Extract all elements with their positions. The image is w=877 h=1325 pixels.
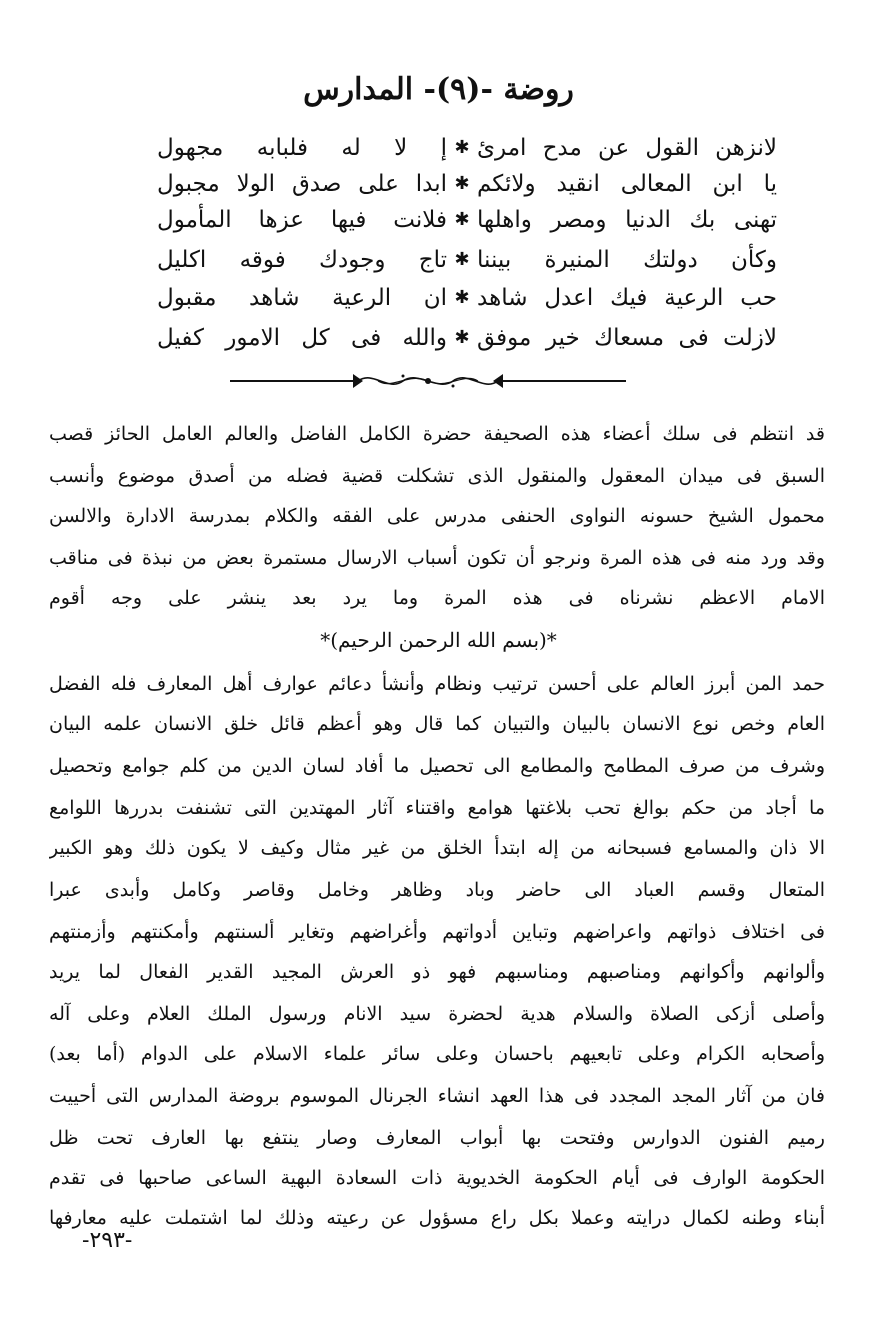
text-line: السبق فى ميدان المعقول والمنقول الذى تشكلت قضية فضله من أصدق موضوع وأنسب: [49, 465, 825, 487]
text-line: الامام الاعظم نشرناه فى هذه المرة وما يرد بعد ينشر على وجه أقوم: [49, 587, 825, 609]
poem-verse: [157, 320, 777, 356]
text-line: محمول الشيخ حسونه النواوى الحنفى مدرس على الفقه والكلام بمدرسة الادارة والالسن: [49, 505, 825, 527]
verse-separator-star: ✱: [454, 287, 470, 308]
verse-second-hemistich: إ لا له فلبابه مجهول: [157, 135, 447, 161]
text-line: وقد ورد منه فى هذه المرة ونرجو أن تكون أسباب الارسال مستمرة بعض من نبذة فى مناقب: [49, 547, 825, 569]
page-title: روضة -(٩)- المدارس: [303, 72, 574, 107]
text-line: وشرف من صرف المطامح والمطامع الى تحصيل ما أفاد لسان الدين من كلم جوامع وتحصيل: [49, 755, 825, 777]
verse-second-hemistich: ابدا على صدق الولا مجبول: [157, 171, 447, 197]
verse-first-hemistich: وكأن دولتك المنيرة بيننا: [477, 247, 777, 273]
verse-second-hemistich: فلانت فيها عزها المأمول: [157, 207, 447, 233]
text-line: وأصحابه الكرام وعلى تابعيهم باحسان وعلى سائر علماء الاسلام على الدوام (أما بعد): [49, 1043, 825, 1065]
verse-first-hemistich: لازلت فى مسعاك خير موفق: [477, 325, 777, 351]
page-number: -٢٩٣-: [82, 1228, 133, 1253]
poem-verse: [157, 280, 777, 316]
text-line: فى اختلاف ذواتهم واعراضهم وتباين أدواتهم وأغراضهم وتغاير ألسنتهم وأمكنتهم وأزمنتهم: [49, 921, 825, 943]
text-line: العام وخص نوع الانسان بالبيان والتبيان كما قال وهو أعظم قائل خلق الانسان علمه البيان: [49, 713, 825, 735]
verse-separator-star: ✱: [454, 137, 470, 158]
verse-separator-star: ✱: [454, 249, 470, 270]
verse-first-hemistich: لانزهن القول عن مدح امرئ: [477, 135, 777, 161]
text-line: أبناء وطنه لكمال درايته وعملا بكل راع مسؤول عن رعيته وذلك لما اشتملت عليه معارفها: [49, 1207, 825, 1229]
text-line: ما أجاد من حكم بوالغ تحب بلاغتها هوامع واقتناء آثار المهتدين التى تشنفت بدررها اللوامع: [49, 797, 825, 819]
text-line: رميم الفنون الدوارس وفتحت بها أبواب المعارف وصار ينتفع بها العارف تحت ظل: [49, 1127, 825, 1149]
text-line: الحكومة الوارف فى أيام الحكومة الخديوية ذات السعادة البهية الساعى صاحبها فى تقدم: [49, 1167, 825, 1189]
text-line: حمد المن أبرز العالم على أحسن ترتيب ونظام وأنشأ دعائم عوارف أهل المعارف فله الفضل: [49, 673, 825, 695]
verse-second-hemistich: ان الرعية شاهد مقبول: [157, 285, 447, 311]
verse-first-hemistich: تهنى بك الدنيا ومصر واهلها: [477, 207, 777, 233]
poem-verse: [157, 242, 777, 278]
text-line: وألوانهم وأكوانهم ومناصبهم ومناسبهم فهو ذو العرش المجيد القدير الفعال لما يريد: [49, 961, 825, 983]
text-line: الا ذان والمسامع فسبحانه من إله ابتدأ الخلق من غير مثال وكيف لا يكون ذلك وهو الكبير: [49, 837, 825, 859]
poem-verse: [157, 130, 777, 166]
text-line: وأصلى أزكى الصلاة والسلام هدية لحضرة سيد الانام ورسول الملك العلام وعلى آله: [49, 1003, 825, 1025]
ornamental-divider: [228, 368, 628, 394]
basmala-heading: *(بسم الله الرحمن الرحيم)*: [320, 628, 557, 652]
verse-second-hemistich: تاج وجودك فوقه اكليل: [157, 247, 447, 273]
poem-verse: [157, 202, 777, 238]
text-line: فان من آثار المجد المجدد فى هذا العهد انشاء الجرنال الموسوم بروضة المدارس التى أحييت: [49, 1085, 825, 1107]
poem-verse: [157, 166, 777, 202]
verse-second-hemistich: والله فى كل الامور كفيل: [157, 325, 447, 351]
text-line: قد انتظم فى سلك أعضاء هذه الصحيفة حضرة الكامل الفاضل والعالم العامل الحائز قصب: [49, 423, 825, 445]
verse-separator-star: ✱: [454, 173, 470, 194]
verse-separator-star: ✱: [454, 209, 470, 230]
verse-first-hemistich: حب الرعية فيك اعدل شاهد: [477, 285, 777, 311]
text-line: المتعال وقسم العباد الى حاضر وباد وظاهر وخامل وقاصر وكامل وأبدى عبرا: [49, 879, 825, 901]
verse-separator-star: ✱: [454, 327, 470, 348]
verse-first-hemistich: يا ابن المعالى انقيد ولائكم: [477, 171, 777, 197]
